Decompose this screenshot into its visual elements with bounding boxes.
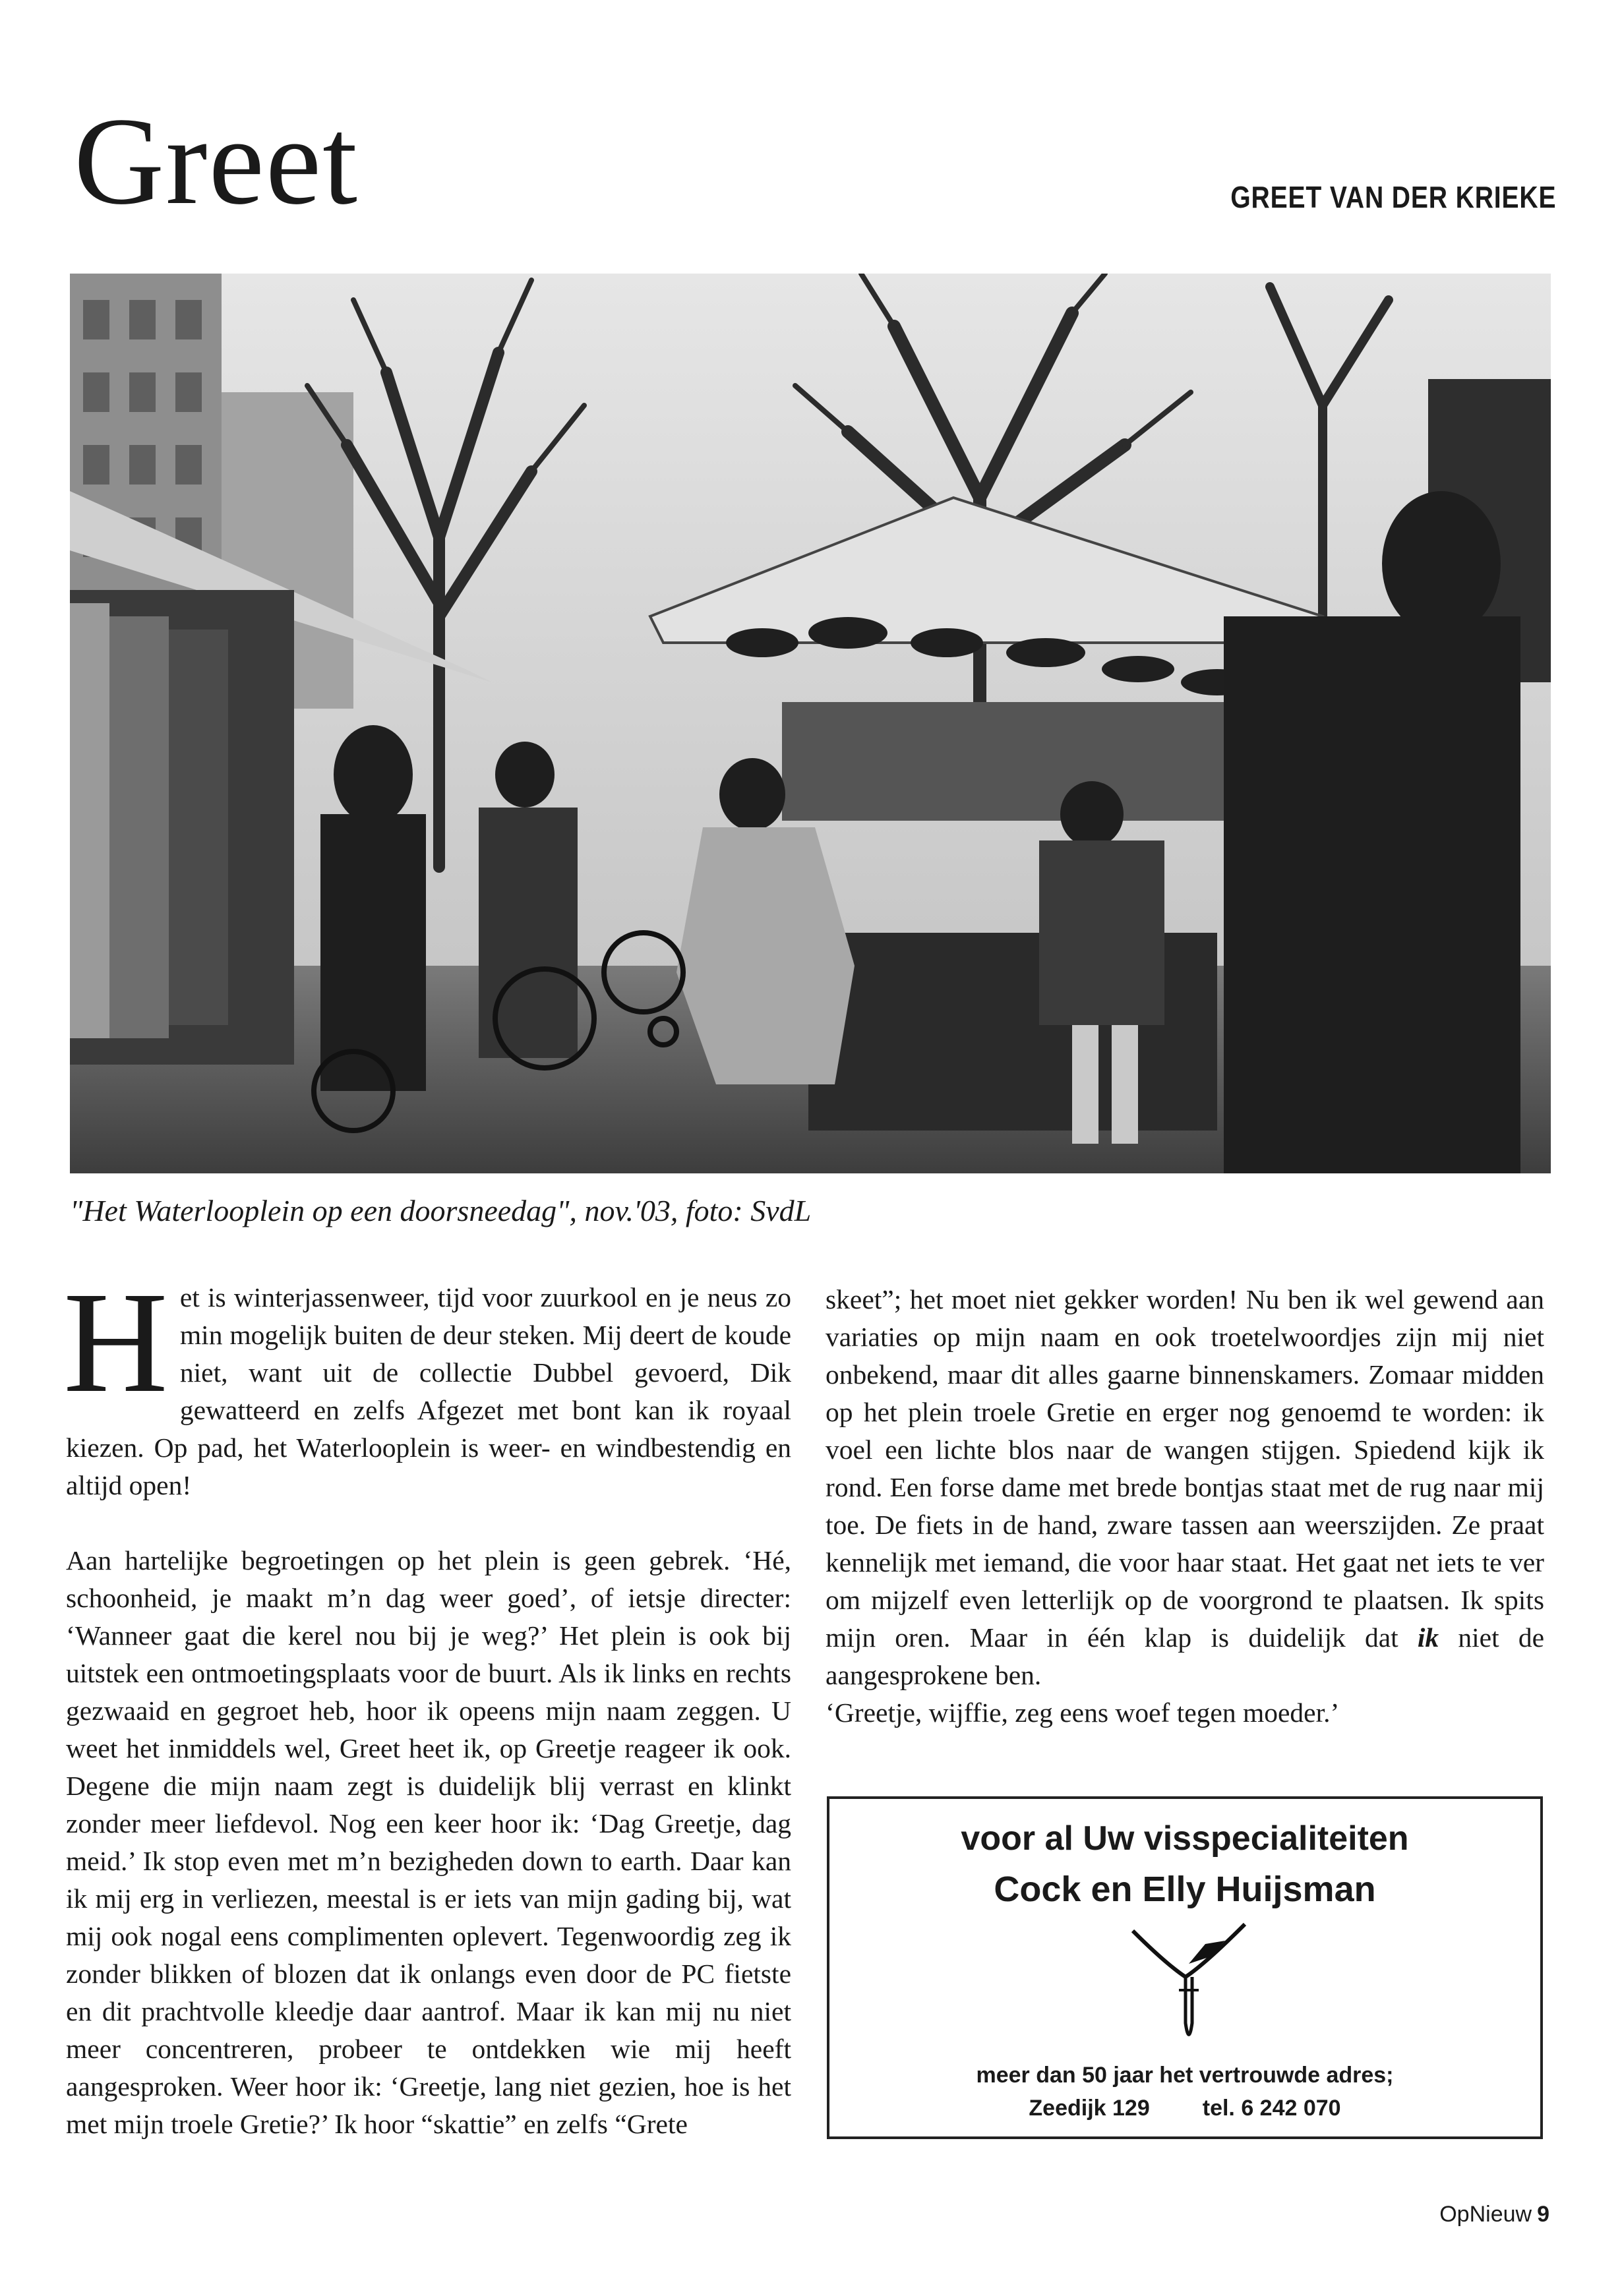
paragraph-3-text: skeet”; het moet niet gekker worden! Nu ben ik wel gewend aan variaties op mijn naam en ook troetelwoordjes zijn mij niet onbekend, maar dit alles gaarne binnenskamers. Zomaar midden op het plein troele Gretie en erger nog genoemd te worden: ik voel een lichte blos naar de wangen stijgen. Spiedend kijk ik rond. Een forse dame met brede bontjas staat met de rug naar mij toe. De fiets in de hand, zware tassen aan weerszijden. Ze praat kennelijk met iemand, die voor haar staat. Het gaat net iets te ver om mijzelf even letterlijk op de voorgrond te plaatsen. Ik spits mijn oren. Maar in één klap is duidelijk dat	[826, 1284, 1544, 1653]
article-paragraph-2: Aan hartelijke begroetingen op het plein is geen gebrek. ‘Hé, schoonheid, je maakt m’n dag weer goed’, of ietsje directer: ‘Wanneer gaat die kerel nou bij je weg?’ Het plein is ook bij uitstek een ontmoetingsplaats voor de buurt. Als ik links en rechts gezwaaid en gegroet heb, hoor ik opeens mijn naam zeggen. U weet het inmiddels wel, Greet heet ik, op Greetje reageer ik ook. Degene die mijn naam zegt is duidelijk blij verrast en klinkt zonder meer liefdevol. Nog een keer hoor ik: ‘Dag Greetje, dag meid.’ Ik stop even met m’n bezigheden down to earth. Daar kan ik mij erg in verliezen, meestal is er iets van mijn gading bij, wat mij ook nogal eens complimenten oplevert. Tegenwoordig zeg ik zonder blikken of blozen dat ik onlangs even door de PC fietste en dit prachtvolle kleedje daar aantrof. Maar ik kan mij nu niet meer concentreren, probeer te ontdekken wie mij heeft aangesproken. Weer hoor ik: ‘Greetje, lang niet gezien, hoe is het met mijn troele Gretie?’ Ik hoor “skattie” en zelfs “Grete	[66, 1545, 791, 2139]
paragraph-1-text: et is winterjassenweer, tijd voor zuurkool en je neus zo min mogelijk buiten de deur steken. Mij deert de koude niet, want uit de collectie Dubbel gevoerd, Dik gewatteerd en zelfs Afgezet met bont kan ik royaal kiezen. Op pad, het Waterlooplein is weer- en windbestendig en altijd open!	[66, 1282, 791, 1500]
article-paragraph-3	[826, 1281, 1544, 1732]
paragraph-3-end: niet de aangesprokene ben.	[826, 1622, 1544, 1690]
advertisement	[827, 1796, 1543, 2139]
magazine-name: OpNieuw	[1439, 2202, 1532, 2227]
article-paragraph-4: ‘Greetje, wijffie, zeg eens woef tegen moeder.’	[826, 1697, 1340, 1728]
article-column-left	[63, 1262, 791, 2181]
page-footer	[1439, 2202, 1549, 2227]
market-photo-illustration	[70, 274, 1551, 1173]
photo-caption: "Het Waterlooplein op een doorsneedag", nov.'03, foto: SvdL	[70, 1194, 812, 1227]
market-photo	[70, 274, 1551, 1173]
ad-phone: tel. 6 242 070	[1202, 2096, 1341, 2121]
ad-contact	[829, 2096, 1540, 2121]
ad-address: Zeedijk 129	[1029, 2096, 1150, 2121]
author-name: GREET VAN DER KRIEKE	[1230, 180, 1556, 214]
fish-anchor-logo-icon	[1126, 1918, 1251, 2049]
page-title: Greet	[74, 92, 359, 231]
ad-tagline: meer dan 50 jaar het vertrouwde adres;	[976, 2063, 1394, 2088]
page-number: 9	[1537, 2202, 1549, 2227]
ad-headline: voor al Uw visspecialiteiten	[961, 1819, 1409, 1858]
article-column-right	[826, 1281, 1544, 1769]
article-paragraph-1	[63, 1262, 791, 1504]
emphasis-ik: ik	[1417, 1622, 1439, 1653]
drop-cap: H	[63, 1262, 168, 1423]
ad-business-name: Cock en Elly Huijsman	[994, 1869, 1376, 1909]
